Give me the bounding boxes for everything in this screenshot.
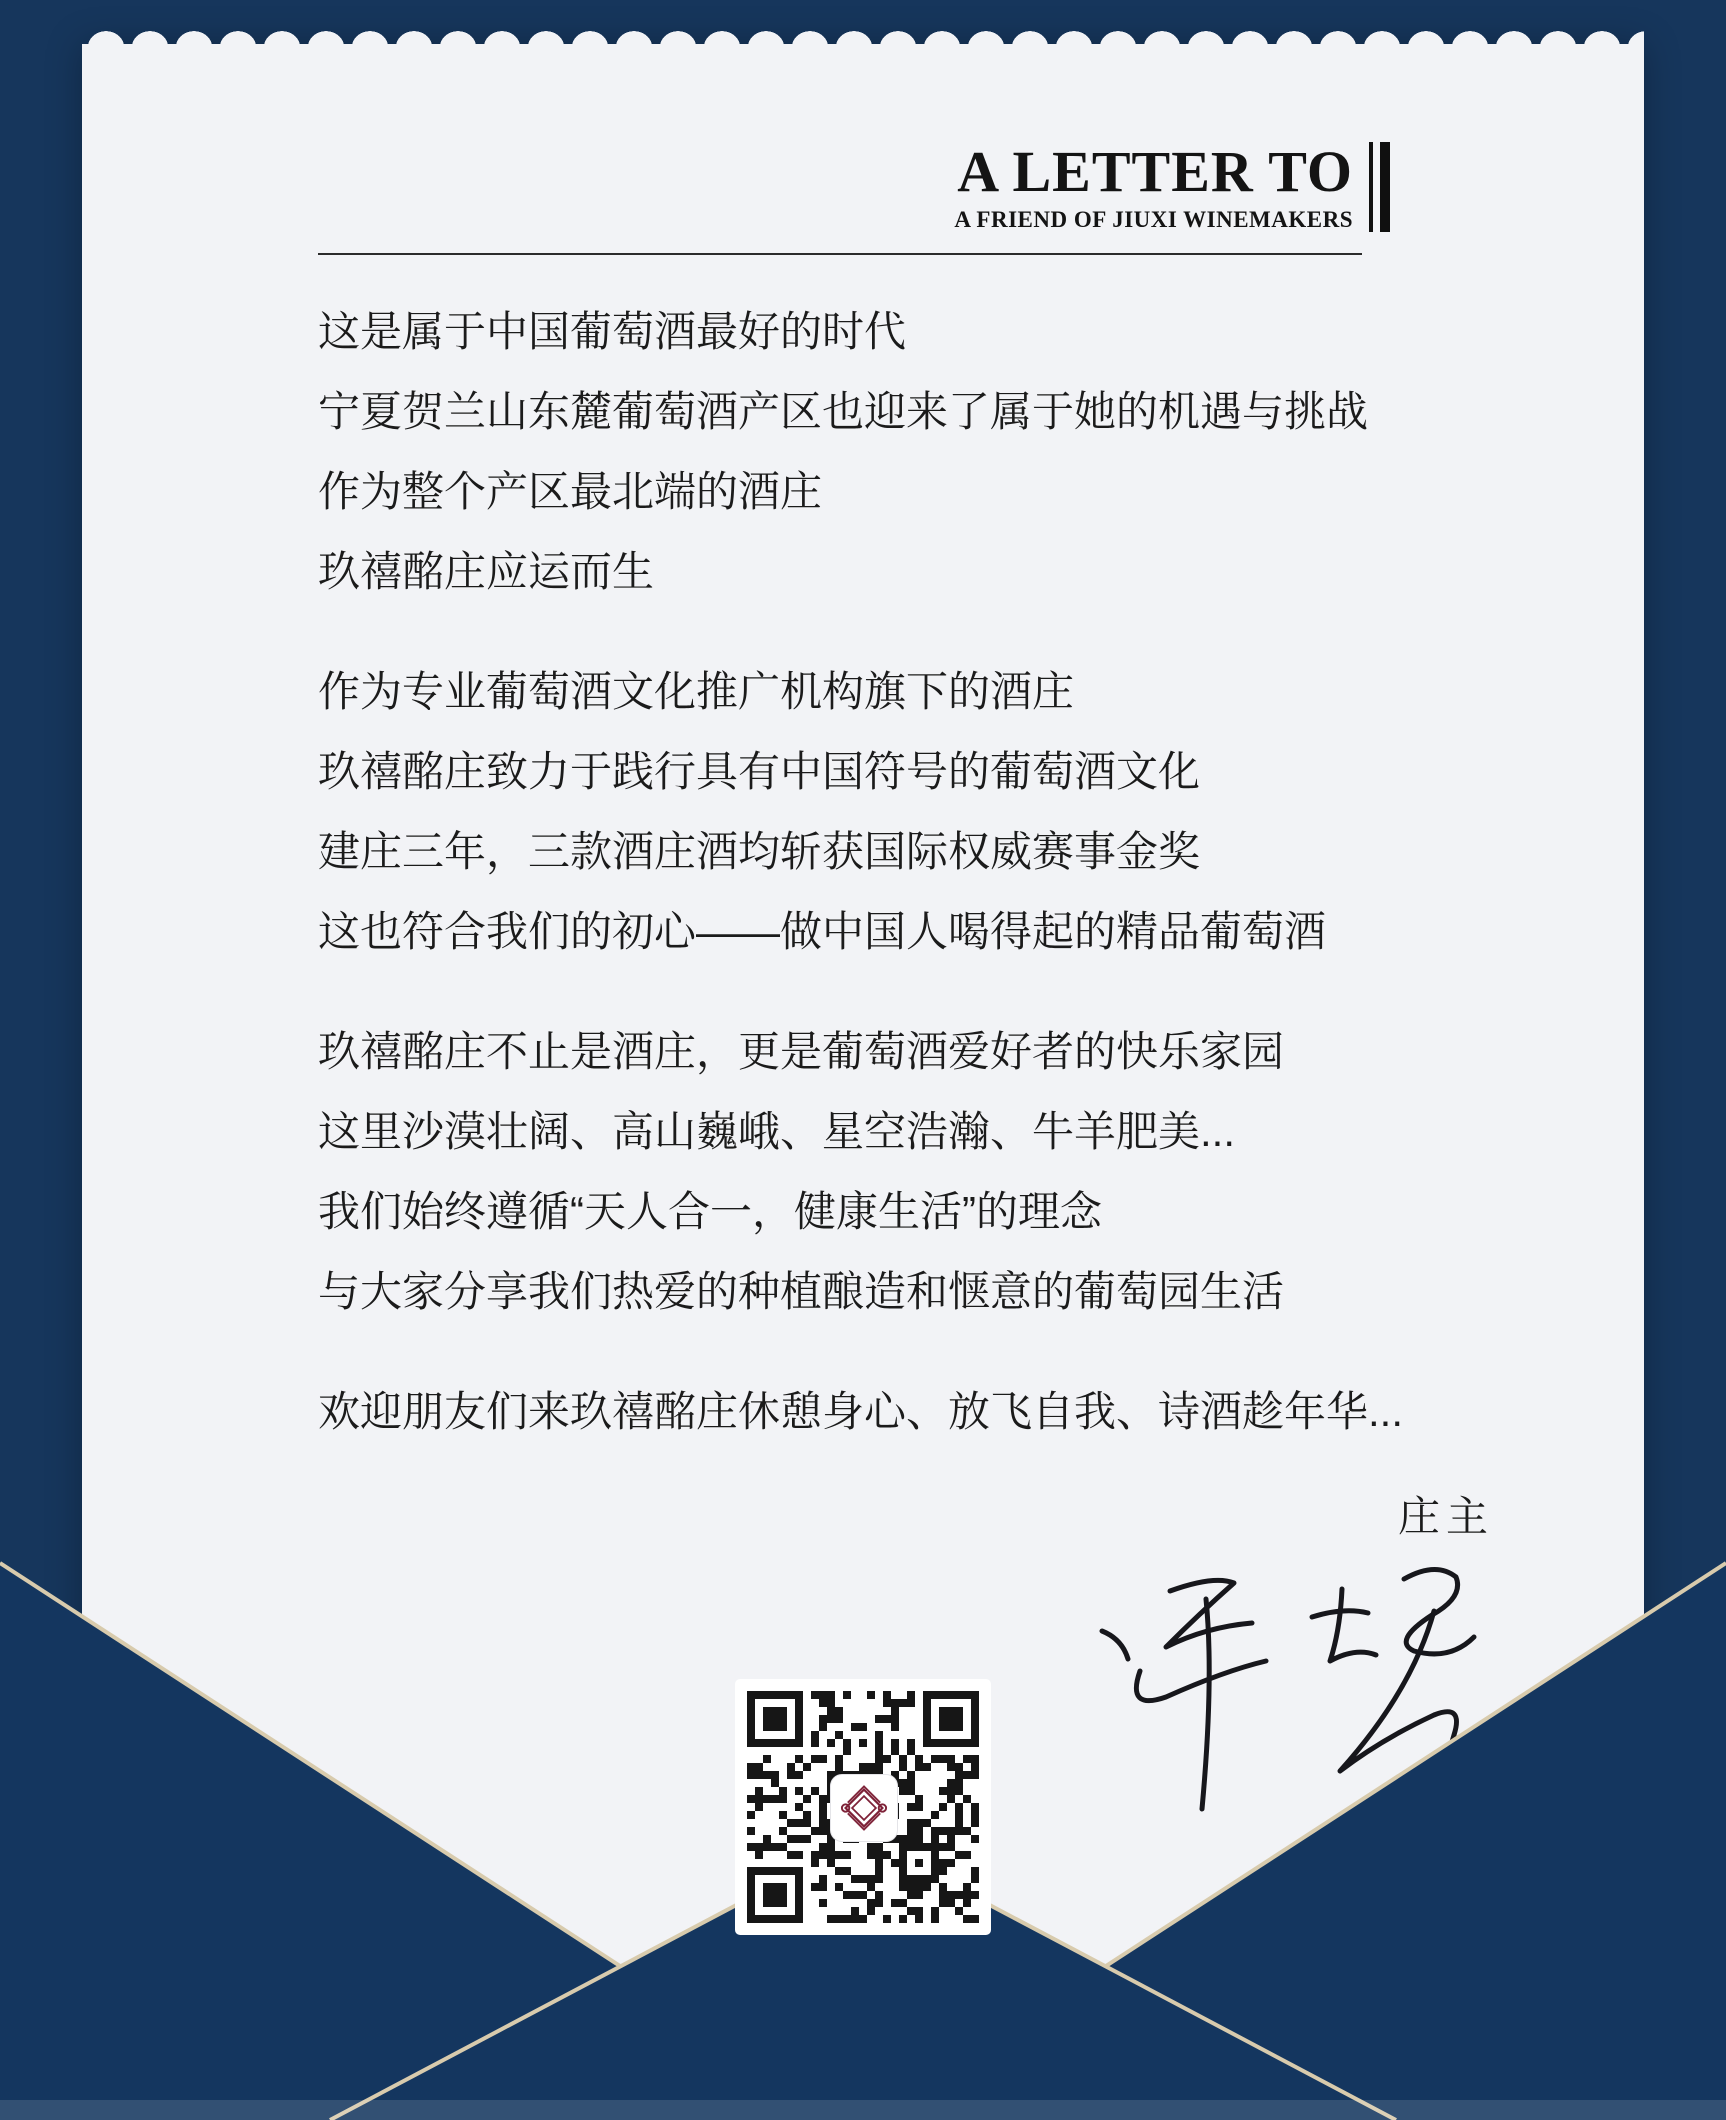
letter-line: 欢迎朋友们来玖禧酩庄休憩身心、放飞自我、诗酒趁年华... xyxy=(318,1388,1404,1435)
page-title: A LETTER TO xyxy=(957,139,1353,204)
paragraph xyxy=(318,652,1498,972)
letter-line: 玖禧酩庄应运而生 xyxy=(318,548,655,595)
letter-line: 这里沙漠壮阔、高山巍峨、星空浩瀚、牛羊肥美... xyxy=(318,1108,1236,1155)
owner-role-label: 庄主 xyxy=(1397,1493,1494,1540)
letter-line: 这也符合我们的初心——做中国人喝得起的精品葡萄酒 xyxy=(318,908,1327,955)
thin-bar xyxy=(1369,142,1373,232)
paragraph xyxy=(318,1012,1498,1332)
owner-signature xyxy=(1082,1514,1502,1844)
page-subtitle: A FRIEND OF JIUXI WINEMAKERS xyxy=(954,207,1353,232)
letter-line: 作为专业葡萄酒文化推广机构旗下的酒庄 xyxy=(318,668,1075,715)
letter-line: 与大家分享我们热爱的种植酿造和惬意的葡萄园生活 xyxy=(318,1268,1285,1315)
masthead xyxy=(954,139,1390,232)
paragraph xyxy=(318,1372,1498,1452)
letter-line: 建庄三年，三款酒庄酒均斩获国际权威赛事金奖 xyxy=(318,828,1201,875)
double-bar-ornament xyxy=(1369,142,1390,232)
letter-line: 玖禧酩庄致力于践行具有中国符号的葡萄酒文化 xyxy=(318,748,1201,795)
letter-line: 作为整个产区最北端的酒庄 xyxy=(318,468,823,515)
paragraph xyxy=(318,292,1498,612)
letter-body xyxy=(318,292,1498,1492)
paper-scalloped-edge xyxy=(82,29,1644,45)
thick-bar xyxy=(1380,142,1390,232)
qr-code xyxy=(735,1679,991,1935)
letter-line: 我们始终遵循“天人合一，健康生活”的理念 xyxy=(318,1188,1102,1235)
header-divider xyxy=(318,253,1362,255)
letter-line: 这是属于中国葡萄酒最好的时代 xyxy=(318,308,907,355)
diamond-lattice-logo-icon xyxy=(830,1774,898,1842)
letter-line: 宁夏贺兰山东麓葡萄酒产区也迎来了属于她的机遇与挑战 xyxy=(318,388,1369,435)
letter-line: 玖禧酩庄不止是酒庄，更是葡萄酒爱好者的快乐家园 xyxy=(318,1028,1285,1075)
